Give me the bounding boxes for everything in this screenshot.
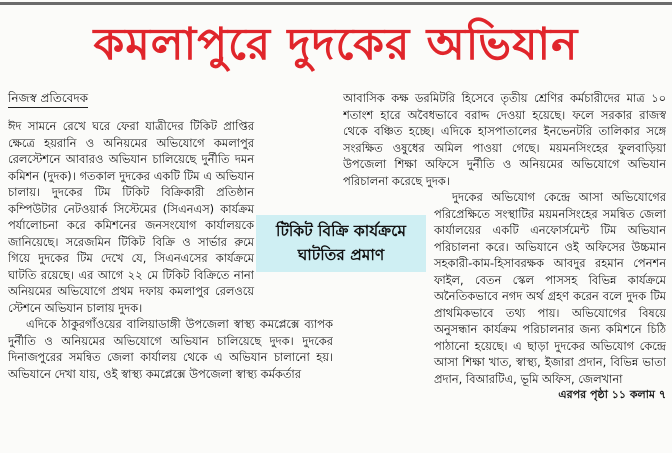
pull-quote-line-2: ঘাটতির প্রমাণ [297, 246, 385, 264]
right-paragraph-1: আবাসিক কক্ষ ডরমিটরি হিসেবে তৃতীয় শ্রেণির কর্মচারীদের মাত্র ১০ শতাংশ হারে অবৈধভাবে বরাদ্দ দেওয়া হয়েছে। ফলে সরকার রাজস্ব থেকে বঞ্চিত হচ্ছে। এদিকে হাসপাতালের ইনভেনটরি তালিকার সঙ্গে সংরক্ষিত ওষুধের অমিল পাওয়া গেছে। ময়মনসিংহের ফুলবাড়িয়া উপজেলা শিক্ষা অফিসে দুর্নীতি ও অনিয়মের অভিযোগে অভিযান পরিচালনা করেছে দুদক। [343, 91, 666, 188]
left-column [8, 118, 333, 451]
left-paragraph-2: এদিকে ঠাকুরগাঁওয়ের বালিয়াডাঙ্গী উপজেলা স্বাস্থ্য কমপ্লেক্সে ব্যাপক দুর্নীতি ও অনিয়মের অভিযোগে অভিযান চালিয়েছে দুদক। দুদকের দিনাজপুরের সমন্বিত জেলা কার্যালয় থেকে এ অভিযান চালানো হয়। অভিযানে দেখা যায়, ওই স্বাস্থ্য কমপ্লেক্সে উপজেলা স্বাস্থ্য কর্মকর্তার [8, 317, 333, 381]
right-paragraph-2-text: দুদকের অভিযোগ কেন্দ্রে আসা অভিযোগের পরিপ্রেক্ষিতে সংস্থাটির ময়মনসিংহের সমন্বিত জেলা কার্যালয়ের একটি এনফোর্সমেন্ট টিম অভিযান পরিচালনা করে। অভিযানে ওই অফিসের উচ্চমান সহকারী-কাম-হিসাবরক্ষক আবদুর রহমান পেনশন ফাইল, বেতন স্কেল পাসসহ বিভিন্ন কার্যক্রমে অনৈতিকভাবে নগদ অর্থ গ্রহণ করেন বলে দুদক টিম প্রাথমিকভাবে তথ্য পায়। অভিযোগের বিষয়ে অনুসন্ধান কার্যক্রম পরিচালনার জন্য কমিশনে চিঠি পাঠানো হয়েছে। এ ছাড়া দুদকের অভিযোগ কেন্দ্রে আসা শিক্ষা খাত, স্বাস্থ্য, ইজারা প্রদান, বিভিন্ন ভাতা প্রদান, বিআরটিএ, ভূমি অফিস, জেলখানা [434, 190, 666, 386]
pull-quote-gap [343, 312, 431, 402]
continued-on-page: এরপর পৃষ্ঠা ১১ কলাম ৭ [558, 388, 666, 401]
pull-quote-line-1: টিকিট বিক্রি কার্যক্রমে [276, 222, 406, 240]
headline: কমলাপুরে দুদকের অভিযান [93, 19, 579, 70]
byline: নিজস্ব প্রতিবেদক [8, 91, 88, 108]
pull-quote [256, 215, 426, 272]
left-paragraph-1: ঈদ সামনে রেখে ঘরে ফেরা যাত্রীদের টিকিট প্রাপ্তির ক্ষেত্রে হয়রানি ও অনিয়মের অভিযোগে কমলাপুর রেলস্টেশনে আবারও অভিযান চালিয়েছে দুর্নীতি দমন কমিশন (দুদক)। গতকাল দুদকের একটি টিম এ অভিযান চালায়। দুদকের টিম টিকিট বিক্রিকারী প্রতিষ্ঠান কম্পিউটার নেটওয়ার্ক সিস্টেমের (সিএনএস) কার্যক্রম পর্যালোচনা করে কমিশনের জনসংযোগ কার্যালয়কে জানিয়েছে। সরেজমিন টিকিট বিক্রি ও সার্ভার রুমে গিয়ে দুদকের টিম দেখে যে, সিএনএসের কার্যক্রমে ঘাটতি রয়েছে। এর আগে ২২ মে টিকিট বিক্রিতে নানা অনিয়মের অভিযোগে প্রথম দফায় কমলাপুর রেলওয়ে স্টেশনে অভিযান চালায় দুদক। [8, 119, 254, 315]
top-rule [0, 2, 672, 5]
